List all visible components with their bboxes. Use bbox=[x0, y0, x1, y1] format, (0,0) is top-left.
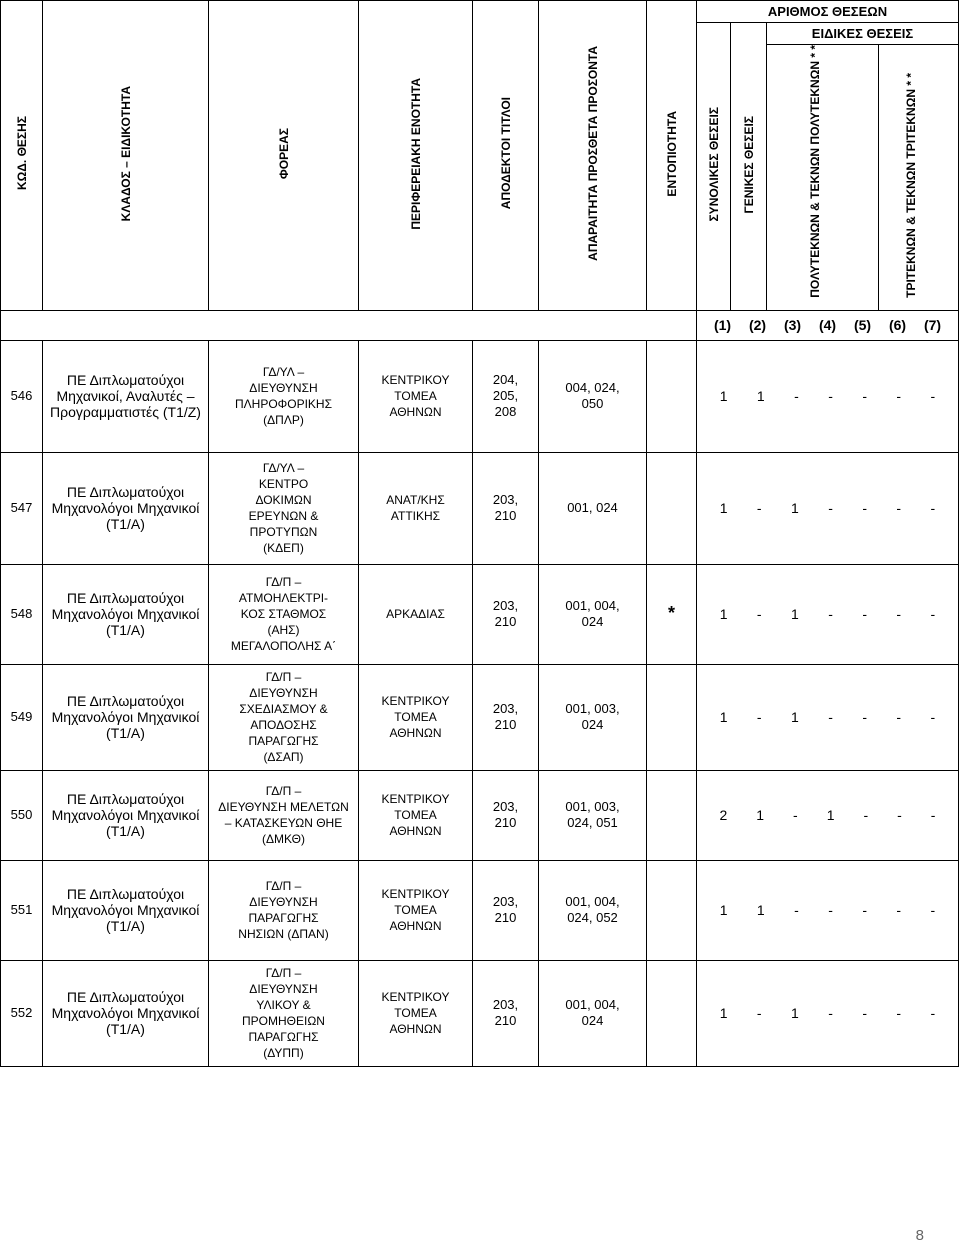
position-count: 1 bbox=[719, 709, 728, 726]
table-row bbox=[1, 452, 959, 564]
cell-class: ΠΕ Διπλωματούχοι Μηχανολόγοι Μηχανικοί (Τ1/Α) bbox=[43, 452, 209, 564]
cell-titles: 203, 210 bbox=[473, 860, 539, 960]
cell-values bbox=[697, 860, 959, 960]
cell-extra: 001, 003, 024, 051 bbox=[539, 770, 647, 860]
header-positions-group: ΑΡΙΘΜΟΣ ΘΕΣΕΩΝ bbox=[697, 1, 959, 23]
table-row bbox=[1, 770, 959, 860]
cell-region: ΑΝΑΤ/ΚΗΣ ΑΤΤΙΚΗΣ bbox=[359, 452, 473, 564]
cell-locality bbox=[647, 340, 697, 452]
header-polyteknon: ΠΟΛΥΤΕΚΝΩΝ & ΤΕΚΝΩΝ ΠΟΛΥΤΕΚΝΩΝ * * bbox=[767, 45, 879, 311]
cell-agency: ΓΔ/Π – ΔΙΕΥΘΥΝΣΗ ΜΕΛΕΤΩΝ – ΚΑΤΑΣΚΕΥΩΝ ΘΗΕ (ΔΜΚΘ) bbox=[209, 770, 359, 860]
position-count: - bbox=[828, 709, 833, 726]
cell-region: ΚΕΝΤΡΙΚΟΥ ΤΟΜΕΑ ΑΘΗΝΩΝ bbox=[359, 340, 473, 452]
cell-agency: ΓΔ/Π – ΔΙΕΥΘΥΝΣΗ ΠΑΡΑΓΩΓΗΣ ΝΗΣΙΩΝ (ΔΠΑΝ) bbox=[209, 860, 359, 960]
cell-class: ΠΕ Διπλωματούχοι Μηχανικοί, Αναλυτές – Προγραμματιστές (Τ1/Ζ) bbox=[43, 340, 209, 452]
position-count: - bbox=[896, 1005, 902, 1022]
cell-extra: 001, 003, 024 bbox=[539, 664, 647, 770]
cell-titles: 203, 210 bbox=[473, 960, 539, 1066]
cell-locality bbox=[647, 770, 697, 860]
cell-titles: 203, 210 bbox=[473, 664, 539, 770]
position-count: 1 bbox=[791, 500, 799, 517]
position-count: - bbox=[896, 500, 902, 517]
position-count: 1 bbox=[791, 606, 799, 623]
position-count: - bbox=[930, 388, 936, 405]
cell-values bbox=[697, 960, 959, 1066]
position-count: - bbox=[930, 807, 936, 824]
cell-extra: 001, 024 bbox=[539, 452, 647, 564]
table-row bbox=[1, 340, 959, 452]
cell-class: ΠΕ Διπλωματούχοι Μηχανολόγοι Μηχανικοί (Τ1/Α) bbox=[43, 860, 209, 960]
cell-agency: ΓΔ/Π – ΑΤΜΟΗΛΕΚΤΡΙ- ΚΟΣ ΣΤΑΘΜΟΣ (ΑΗΣ) ΜΕΓΑΛΟΠΟΛΗΣ Α΄ bbox=[209, 564, 359, 664]
position-count: - bbox=[756, 606, 762, 623]
cell-values bbox=[697, 340, 959, 452]
position-count: - bbox=[794, 902, 799, 919]
position-count: - bbox=[828, 1005, 833, 1022]
cell-locality: * bbox=[647, 564, 697, 664]
position-count: - bbox=[930, 606, 936, 623]
cell-locality bbox=[647, 960, 697, 1066]
position-count: - bbox=[794, 388, 799, 405]
position-count: - bbox=[863, 807, 869, 824]
cell-agency: ΓΔ/ΥΛ – ΔΙΕΥΘΥΝΣΗ ΠΛΗΡΟΦΟΡΙΚΗΣ (ΔΠΛΡ) bbox=[209, 340, 359, 452]
header-agency: ΦΟΡΕΑΣ bbox=[209, 1, 359, 311]
cell-titles: 203, 210 bbox=[473, 452, 539, 564]
position-count: 1 bbox=[719, 388, 728, 405]
table-row bbox=[1, 860, 959, 960]
position-count: - bbox=[896, 902, 902, 919]
cell-class: ΠΕ Διπλωματούχοι Μηχανολόγοι Μηχανικοί (Τ1/Α) bbox=[43, 770, 209, 860]
position-count: 1 bbox=[719, 500, 728, 517]
position-count: - bbox=[862, 500, 867, 517]
cell-titles: 203, 210 bbox=[473, 564, 539, 664]
cell-locality bbox=[647, 452, 697, 564]
cell-agency: ΓΔ/Π – ΔΙΕΥΘΥΝΣΗ ΣΧΕΔΙΑΣΜΟΥ & ΑΠΟΔΟΣΗΣ ΠΑΡΑΓΩΓΗΣ (ΔΣΑΠ) bbox=[209, 664, 359, 770]
cell-extra: 001, 004, 024 bbox=[539, 564, 647, 664]
header-class: ΚΛΑΔΟΣ – ΕΙΔΙΚΟΤΗΤΑ bbox=[43, 1, 209, 311]
position-count: - bbox=[828, 388, 833, 405]
position-count: - bbox=[930, 500, 936, 517]
position-count: - bbox=[862, 709, 867, 726]
position-count: - bbox=[793, 807, 798, 824]
position-count: - bbox=[862, 388, 867, 405]
header-code: ΚΩΔ. ΘΕΣΗΣ bbox=[1, 1, 43, 311]
position-count: - bbox=[862, 606, 867, 623]
cell-region: ΚΕΝΤΡΙΚΟΥ ΤΟΜΕΑ ΑΘΗΝΩΝ bbox=[359, 960, 473, 1066]
position-count: 1 bbox=[791, 1005, 799, 1022]
cell-extra: 001, 004, 024 bbox=[539, 960, 647, 1066]
cell-titles: 204, 205, 208 bbox=[473, 340, 539, 452]
cell-locality bbox=[647, 664, 697, 770]
table-row bbox=[1, 664, 959, 770]
cell-code: 547 bbox=[1, 452, 43, 564]
cell-code: 548 bbox=[1, 564, 43, 664]
cell-code: 552 bbox=[1, 960, 43, 1066]
cell-class: ΠΕ Διπλωματούχοι Μηχανολόγοι Μηχανικοί (Τ1/Α) bbox=[43, 564, 209, 664]
position-count: - bbox=[930, 902, 936, 919]
position-count: - bbox=[828, 500, 833, 517]
cell-code: 551 bbox=[1, 860, 43, 960]
cell-region: ΚΕΝΤΡΙΚΟΥ ΤΟΜΕΑ ΑΘΗΝΩΝ bbox=[359, 770, 473, 860]
cell-agency: ΓΔ/Π – ΔΙΕΥΘΥΝΣΗ ΥΛΙΚΟΥ & ΠΡΟΜΗΘΕΙΩΝ ΠΑΡΑΓΩΓΗΣ (ΔΥΠΠ) bbox=[209, 960, 359, 1066]
position-count: 1 bbox=[791, 709, 799, 726]
position-count: - bbox=[828, 606, 833, 623]
position-count: 1 bbox=[756, 807, 765, 824]
cell-extra: 004, 024, 050 bbox=[539, 340, 647, 452]
cell-code: 549 bbox=[1, 664, 43, 770]
cell-titles: 203, 210 bbox=[473, 770, 539, 860]
cell-region: ΚΕΝΤΡΙΚΟΥ ΤΟΜΕΑ ΑΘΗΝΩΝ bbox=[359, 664, 473, 770]
position-count: - bbox=[896, 606, 902, 623]
position-count: - bbox=[930, 709, 936, 726]
position-count: 1 bbox=[826, 807, 835, 824]
position-count: - bbox=[756, 500, 762, 517]
header-locality: ΕΝΤΟΠΙΟΤΗΤΑ bbox=[647, 1, 697, 311]
cell-class: ΠΕ Διπλωματούχοι Μηχανολόγοι Μηχανικοί (Τ1/Α) bbox=[43, 960, 209, 1066]
header-special-group: ΕΙΔΙΚΕΣ ΘΕΣΕΙΣ bbox=[767, 23, 959, 45]
cell-region: ΑΡΚΑΔΙΑΣ bbox=[359, 564, 473, 664]
position-count: 2 bbox=[719, 807, 728, 824]
header-extra: ΑΠΑΡΑΙΤΗΤΑ ΠΡΟΣΘΕΤΑ ΠΡΟΣΟΝΤΑ bbox=[539, 1, 647, 311]
cell-class: ΠΕ Διπλωματούχοι Μηχανολόγοι Μηχανικοί (Τ1/Α) bbox=[43, 664, 209, 770]
table-row bbox=[1, 960, 959, 1066]
cell-locality bbox=[647, 860, 697, 960]
header-region: ΠΕΡΙΦΕΡΕΙΑΚΗ ΕΝΟΤΗΤΑ bbox=[359, 1, 473, 311]
position-count: - bbox=[896, 709, 902, 726]
cell-code: 546 bbox=[1, 340, 43, 452]
position-count: 1 bbox=[719, 606, 728, 623]
position-count: 1 bbox=[719, 1005, 728, 1022]
position-count: - bbox=[896, 388, 902, 405]
position-count: 1 bbox=[756, 902, 765, 919]
header-titles: ΑΠΟΔΕΚΤΟΙ ΤΙΤΛΟΙ bbox=[473, 1, 539, 311]
page-number: 8 bbox=[915, 1227, 924, 1244]
cell-code: 550 bbox=[1, 770, 43, 860]
position-count: - bbox=[828, 902, 833, 919]
cell-extra: 001, 004, 024, 052 bbox=[539, 860, 647, 960]
table-row bbox=[1, 564, 959, 664]
position-count: - bbox=[862, 902, 867, 919]
position-count: - bbox=[930, 1005, 936, 1022]
position-count: 1 bbox=[756, 388, 765, 405]
cell-agency: ΓΔ/ΥΛ – ΚΕΝΤΡΟ ΔΟΚΙΜΩΝ ΕΡΕΥΝΩΝ & ΠΡΟΤΥΠΩΝ (ΚΔΕΠ) bbox=[209, 452, 359, 564]
position-count: 1 bbox=[719, 902, 728, 919]
position-count: - bbox=[756, 1005, 762, 1022]
cell-values bbox=[697, 452, 959, 564]
cell-values bbox=[697, 564, 959, 664]
position-count: - bbox=[756, 709, 762, 726]
header-triteknon: ΤΡΙΤΕΚΝΩΝ & ΤΕΚΝΩΝ ΤΡΙΤΕΚΝΩΝ * * bbox=[879, 45, 959, 311]
position-count: - bbox=[862, 1005, 867, 1022]
column-numbers: (1) (2) (3) (4) (5) (6) (7) bbox=[697, 310, 959, 340]
header-general: ΓΕΝΙΚΕΣ ΘΕΣΕΙΣ bbox=[731, 23, 767, 311]
position-count: - bbox=[897, 807, 902, 824]
cell-region: ΚΕΝΤΡΙΚΟΥ ΤΟΜΕΑ ΑΘΗΝΩΝ bbox=[359, 860, 473, 960]
cell-values bbox=[697, 770, 959, 860]
header-total: ΣΥΝΟΛΙΚΕΣ ΘΕΣΕΙΣ bbox=[697, 23, 731, 311]
cell-values bbox=[697, 664, 959, 770]
